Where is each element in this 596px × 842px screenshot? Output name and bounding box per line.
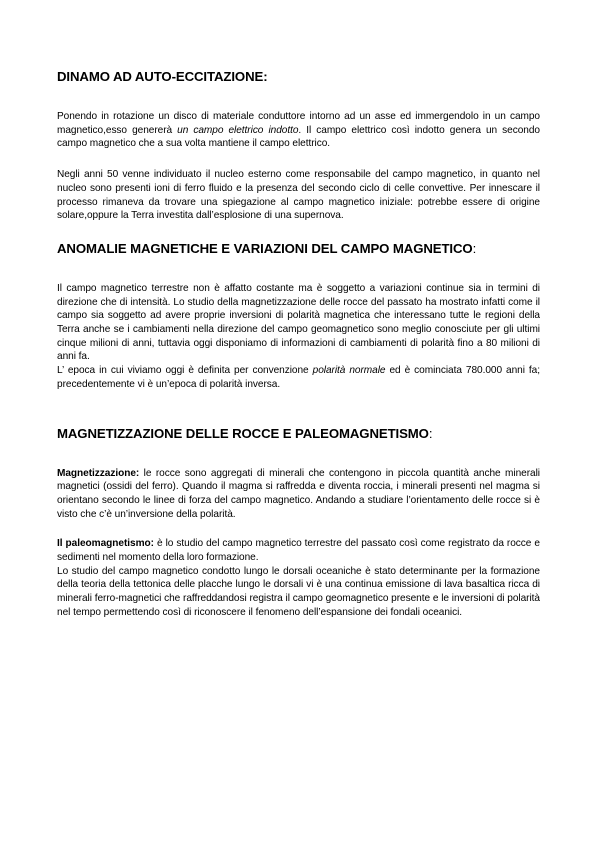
term-magnetizzazione: Magnetizzazione:: [57, 467, 140, 479]
section-title-anomalie: ANOMALIE MAGNETICHE E VARIAZIONI DEL CAMPO MAGNETICO:: [57, 240, 477, 256]
paragraph-dinamo-1: Ponendo in rotazione un disco di materiale conduttore intorno ad un asse ed immergendolo in un campo magnetico,esso genererà un campo elettrico indotto. Il campo elettrico così indotto genera un secondo campo magnetico che a sua volta mantiene il campo elettrico.: [57, 111, 540, 150]
italic-term-polarita-normale: polarità normale: [312, 365, 386, 377]
paragraph-anomalie-1: Il campo magnetico terrestre non è affatto costante ma è soggetto a variazioni continue sia in termini di direzione che di intensità. Lo studio della magnetizzazione delle rocce del passato ha mostrato infatti come il campo sia soggetto ad avere proprie inversioni di polarità magnetica che interessano tutte le regioni della Terra anche se i cambiamenti nella direzione del campo geomagnetico sono meglio conosciute per gli ultimi cinque milioni di anni, tuttavia oggi disponiamo di informazioni di cambiamenti di polarità fino a 80 milioni di anni fa.: [57, 282, 540, 363]
paragraph-dorsali-oceaniche: Lo studio del campo magnetico condotto lungo le dorsali oceaniche è stato determinante per la formazione della teoria della tettonica delle placche lungo le dorsali vi è una continua emissione di lava basaltica ricca di minerali ferro-magnetici che raffreddandosi registra il campo geomagnetico presente e le inversioni di polarità nel tempo permettendo così di riconoscere il fenomeno dell’espansione dei fondali oceanici.: [57, 565, 540, 618]
paragraph-anomalie-2: L’ epoca in cui viviamo oggi è definita per convenzione polarità normale ed è cominciata 780.000 anni fa; precedentemente vi è un’epoca di polarità inversa.: [57, 365, 540, 390]
italic-term-campo-elettrico: un campo elettrico indotto: [177, 124, 299, 136]
term-paleomagnetismo: Il paleomagnetismo:: [57, 538, 154, 550]
document-body: [57, 68, 540, 620]
paragraph-dinamo-2: Negli anni 50 venne individuato il nucleo esterno come responsabile del campo magnetico, in quanto nel nucleo sono presenti ioni di ferro fluido e la presenza del secondo ciclo di celle convettive. Per innescare il processo rimaneva da trovare una spiegazione al campo magnetico iniziale: potrebbe essere di origine solare,oppure la Terra investita dall’esplosione di una supernova.: [57, 169, 540, 222]
section-title-magnetizzazione: MAGNETIZZAZIONE DELLE ROCCE E PALEOMAGNETISMO:: [57, 425, 433, 441]
paragraph-paleomagnetismo: Il paleomagnetismo: è lo studio del campo magnetico terrestre del passato così come registrato da rocce e sedimenti nel momento della loro formazione.: [57, 538, 540, 564]
paragraph-magnetizzazione: Magnetizzazione: le rocce sono aggregati di minerali che contengono in piccola quantità anche minerali magnetici (ossidi del ferro). Quando il magma si raffredda e diventa roccia, i minerali presenti nel magma si orientano secondo le linee di forza del campo magnetico. Andando a studiare l’orientamento delle rocce si è visto che c’è un’inversione della polarità.: [57, 467, 540, 520]
section-title-dinamo: DINAMO AD AUTO-ECCITAZIONE:: [57, 69, 268, 84]
